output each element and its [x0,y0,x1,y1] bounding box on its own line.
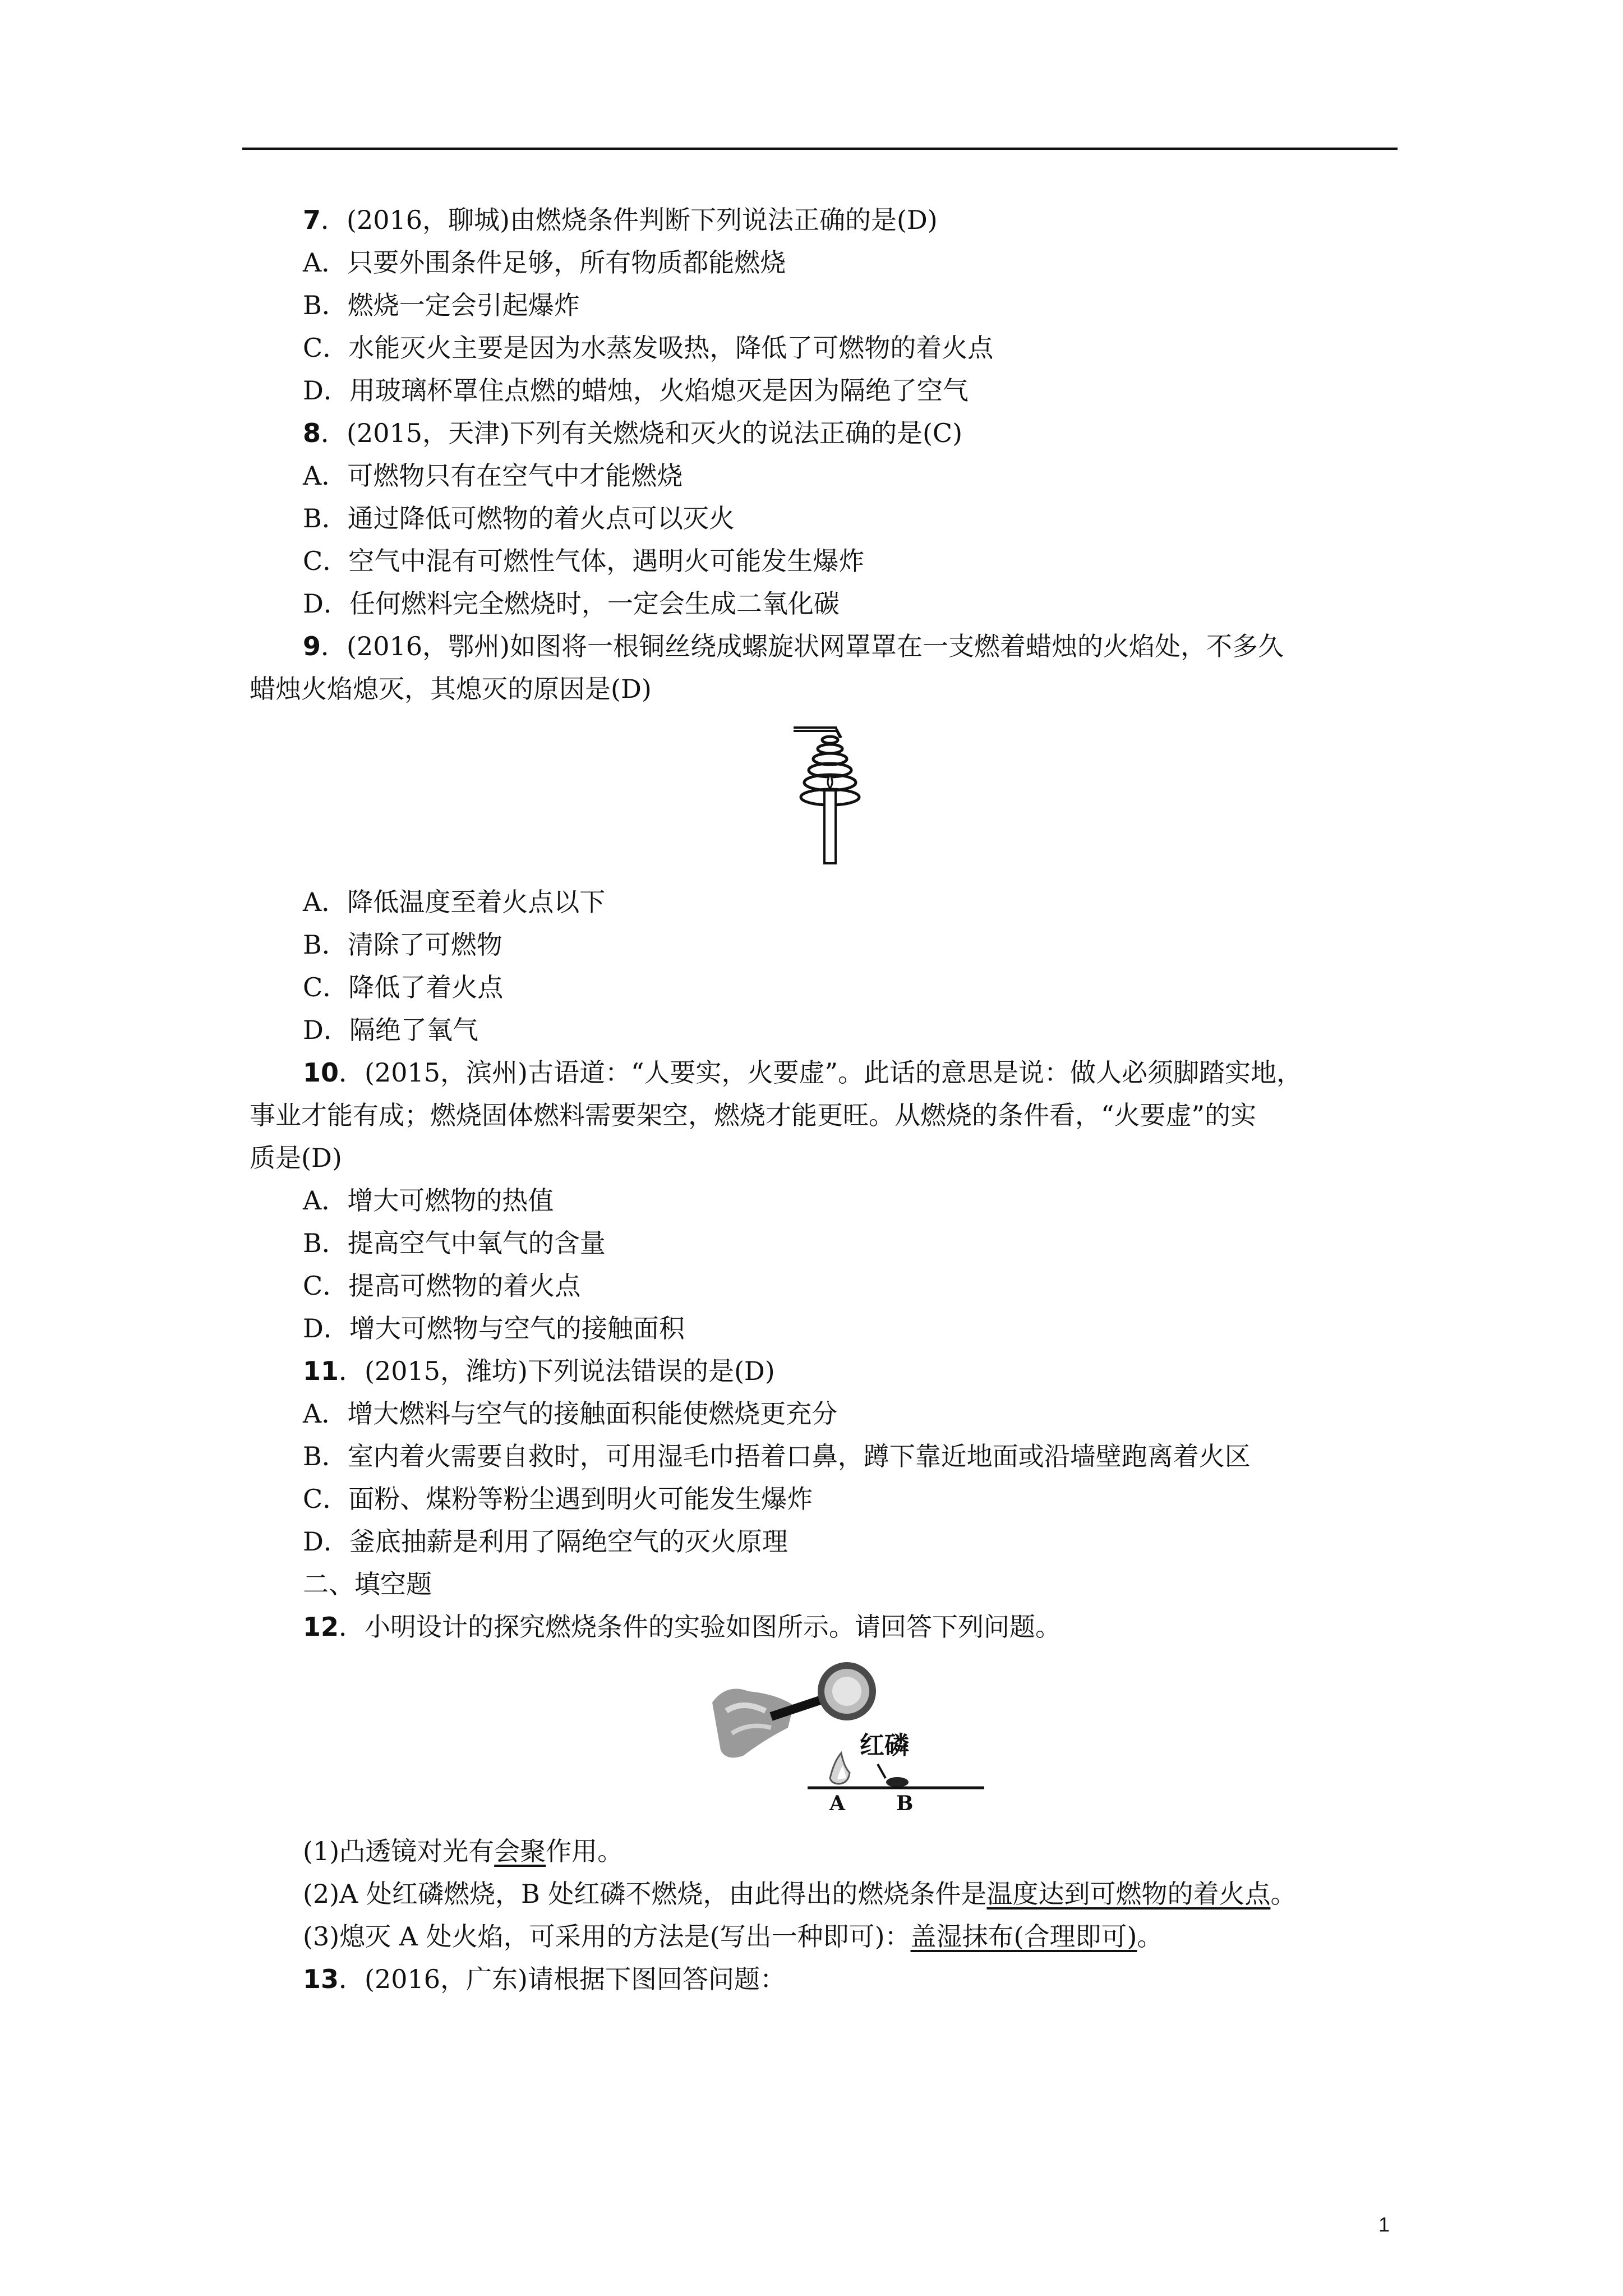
q10-stem-line2: 事业才能有成；燃烧固体燃料需要架空，燃烧才能更旺。从燃烧的条件看，“火要虚”的实 [250,1100,1257,1130]
q13-number: 13 [303,1964,339,1994]
q8-number: 8 [303,418,321,448]
q13-stem: 13．(2016，广东)请根据下图回答问题： [303,1964,786,1994]
section-heading-fill-in: 二、填空题 [303,1569,432,1599]
q9-stem-line2: 蜡烛火焰熄灭，其熄灭的原因是(D) [250,674,652,704]
q8-option-d: D．任何燃料完全燃烧时，一定会生成二氧化碳 [303,588,840,619]
copper-coil-candle-figure [791,721,869,867]
q7-number: 7 [303,205,321,235]
q11-number: 11 [303,1356,339,1386]
q12-number: 12 [303,1612,339,1642]
q12-part3-answer: 盖湿抹布(合理即可) [910,1921,1137,1952]
q12-part1: (1)凸透镜对光有会聚作用。 [303,1836,624,1866]
q12-part2-answer: 温度达到可燃物的着火点 [986,1879,1271,1909]
q10-option-c: C．提高可燃物的着火点 [303,1271,581,1301]
q7-stem: 7．(2016，聊城)由燃烧条件判断下列说法正确的是(D) [303,205,938,235]
q11-option-d: D．釜底抽薪是利用了隔绝空气的灭火原理 [303,1526,788,1557]
q9-option-a: A．降低温度至着火点以下 [303,887,606,917]
q8-option-a: A．可燃物只有在空气中才能燃烧 [303,461,683,491]
q7-option-d: D．用玻璃杯罩住点燃的蜡烛，火焰熄灭是因为隔绝了空气 [303,375,969,406]
q10-option-d: D．增大可燃物与空气的接触面积 [303,1313,685,1343]
q10-stem-line3: 质是(D) [250,1143,342,1173]
q9-option-b: B．清除了可燃物 [303,930,502,960]
q9-option-d: D．隔绝了氧气 [303,1015,478,1045]
q10-option-a: A．增大可燃物的热值 [303,1185,554,1216]
header-rule [242,148,1398,150]
label-b: B [896,1792,914,1815]
q7-option-b: B．燃烧一定会引起爆炸 [303,290,580,320]
q8-stem: 8．(2015，天津)下列有关燃烧和灭火的说法正确的是(C) [303,418,963,448]
q10-stem-line1: 10．(2015，滨州)古语道：“人要实，火要虚”。此话的意思是说：做人必须脚踏实地， [303,1057,1303,1088]
q10-option-b: B．提高空气中氧气的含量 [303,1228,606,1258]
label-a: A [829,1792,845,1815]
red-phosphorus-label: 红磷 [860,1731,909,1760]
q10-number: 10 [303,1057,339,1088]
q9-stem-line1: 9．(2016，鄂州)如图将一根铜丝绕成螺旋状网罩罩在一支燃着蜡烛的火焰处，不多久 [303,631,1284,661]
q12-part2: (2)A 处红磷燃烧，B 处红磷不燃烧，由此得出的燃烧条件是温度达到可燃物的着火点。 [303,1879,1297,1909]
q11-stem: 11．(2015，潍坊)下列说法错误的是(D) [303,1356,775,1386]
magnifier-phosphorus-figure [709,1660,990,1823]
q8-option-c: C．空气中混有可燃性气体，遇明火可能发生爆炸 [303,546,865,576]
q7-option-c: C．水能灭火主要是因为水蒸发吸热，降低了可燃物的着火点 [303,333,994,363]
page-number: 1 [1378,2213,1390,2236]
q11-option-c: C．面粉、煤粉等粉尘遇到明火可能发生爆炸 [303,1484,813,1514]
q12-part1-answer: 会聚 [494,1836,546,1866]
q12-stem: 12．小明设计的探究燃烧条件的实验如图所示。请回答下列问题。 [303,1612,1062,1642]
q11-option-a: A．增大燃料与空气的接触面积能使燃烧更充分 [303,1398,838,1429]
magnifier-figure-drawing [709,1660,990,1823]
q11-option-b: B．室内着火需要自救时，可用湿毛巾捂着口鼻，蹲下靠近地面或沿墙壁跑离着火区 [303,1441,1251,1471]
q9-number: 9 [303,631,321,661]
q7-option-a: A．只要外围条件足够，所有物质都能燃烧 [303,247,786,278]
q8-option-b: B．通过降低可燃物的着火点可以灭火 [303,503,735,533]
q12-part3: (3)熄灭 A 处火焰，可采用的方法是(写出一种即可)：盖湿抹布(合理即可)。 [303,1921,1163,1952]
q9-option-c: C．降低了着火点 [303,972,504,1002]
